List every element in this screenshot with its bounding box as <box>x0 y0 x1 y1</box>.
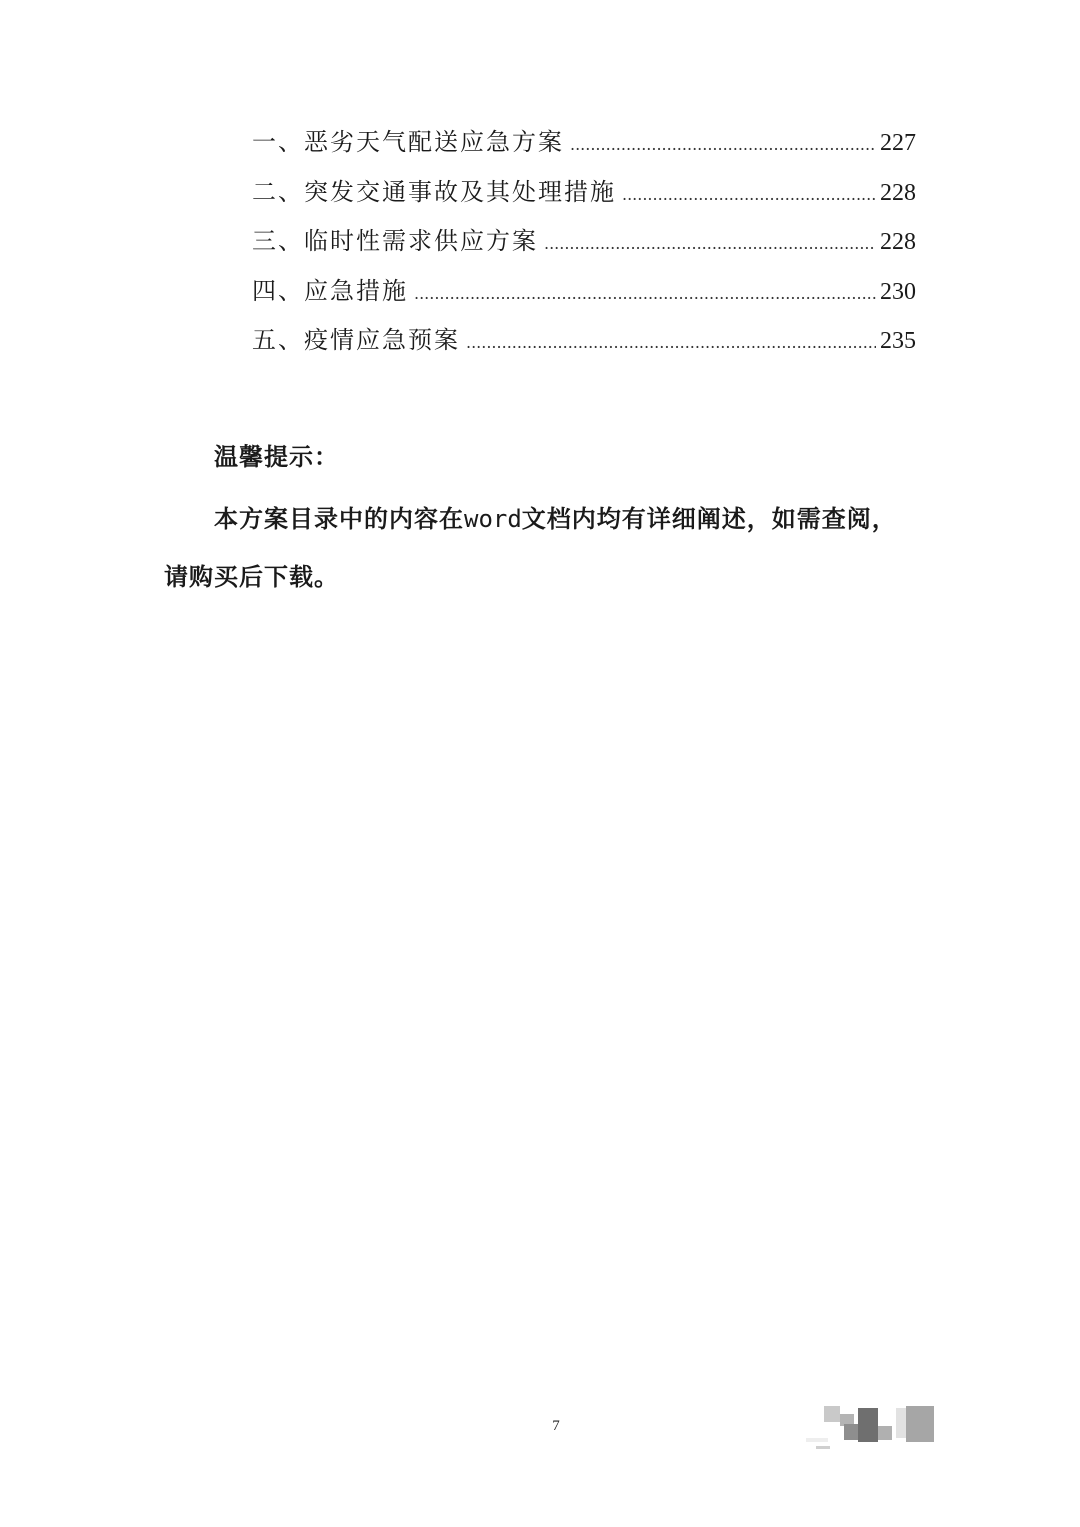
toc-entry-title: 临时性需求供应方案 <box>304 227 538 255</box>
page-number: 7 <box>552 1418 560 1434</box>
toc-entry-5[interactable] <box>252 320 916 370</box>
toc-entry-page: 230 <box>880 278 916 305</box>
toc-dot-leader <box>414 284 876 303</box>
toc-dot-leader <box>622 185 876 204</box>
toc-entry-page: 227 <box>880 130 916 156</box>
toc-dot-leader <box>466 333 876 352</box>
pixelated-logo-icon <box>806 1402 936 1452</box>
toc-entry-2[interactable] <box>252 172 916 222</box>
toc-entry-title: 突发交通事故及其处理措施 <box>304 177 616 206</box>
toc-dot-leader <box>544 234 876 253</box>
toc-entry-number: 二、 <box>252 177 304 206</box>
toc-entry-number: 五、 <box>252 326 304 354</box>
toc-entry-page: 228 <box>880 229 916 255</box>
notice-body-word: word <box>464 505 522 533</box>
toc-entry-number: 四、 <box>252 276 304 305</box>
toc-dot-leader <box>570 135 876 154</box>
toc-entry-3[interactable] <box>252 221 916 271</box>
pixelated-logo-icon-graphic <box>806 1402 936 1452</box>
toc-entry-title: 恶劣天气配送应急方案 <box>304 128 564 156</box>
toc-entry-number: 一、 <box>252 128 304 156</box>
toc-entry-number: 三、 <box>252 227 304 255</box>
toc-entry-page: 228 <box>880 179 916 206</box>
toc-entry-page: 235 <box>880 328 916 354</box>
notice-body-text-1: 本方案目录中的内容在 <box>214 504 464 533</box>
toc-entry-title: 疫情应急预案 <box>304 326 460 354</box>
notice-title: 温馨提示： <box>214 442 339 471</box>
toc-entry-4[interactable] <box>252 271 916 321</box>
toc-entry-1[interactable] <box>252 122 916 172</box>
table-of-contents <box>252 122 916 370</box>
notice-body-text-2: 文档内均有详细阐述，如需查阅，请购买后下载。 <box>164 504 897 591</box>
toc-entry-title: 应急措施 <box>304 276 408 305</box>
notice-body <box>164 490 916 606</box>
